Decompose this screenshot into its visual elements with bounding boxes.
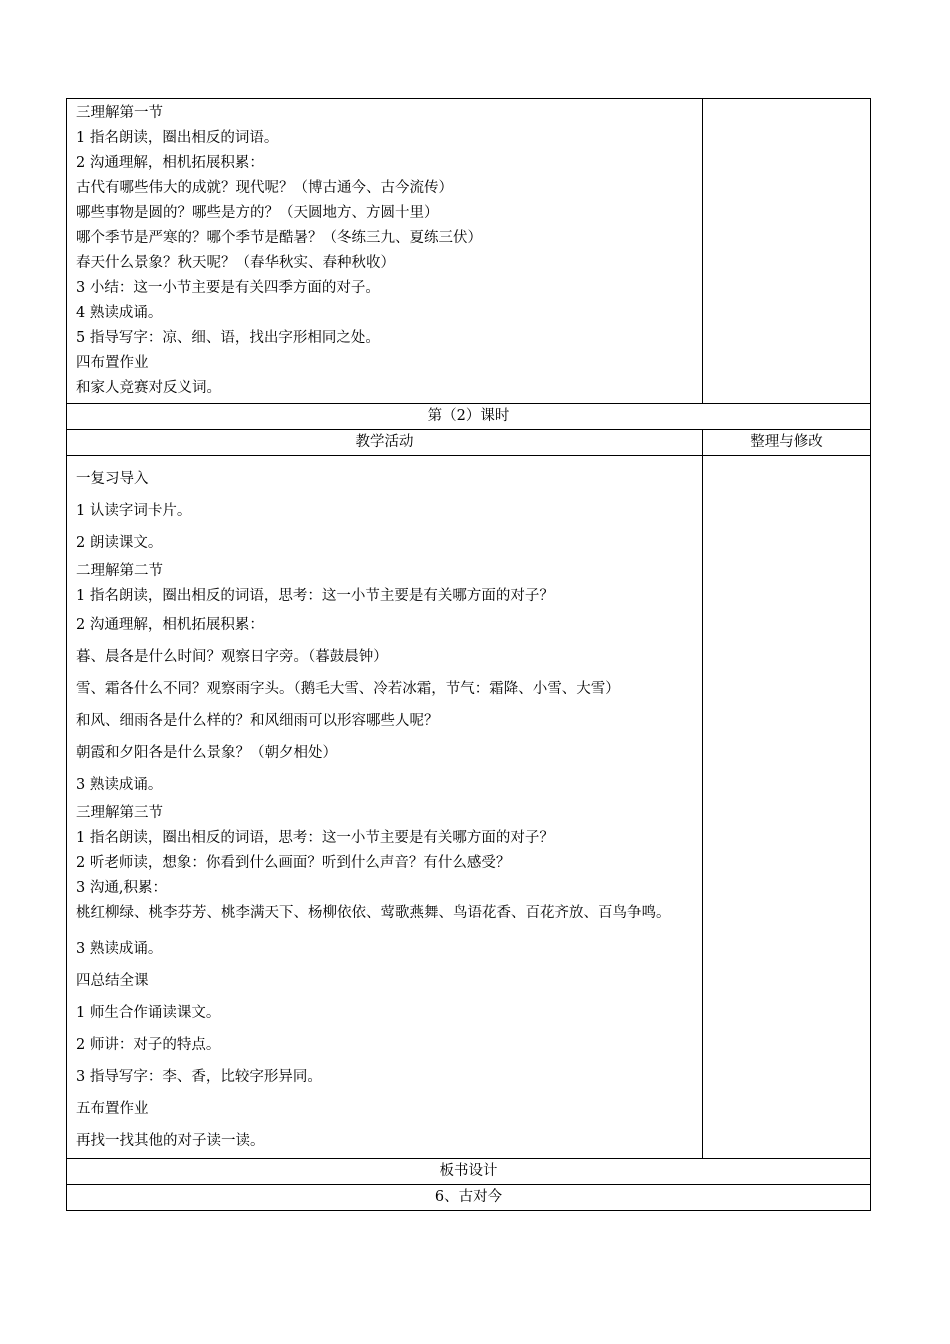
board-design-label: 板书设计 [67,1159,871,1185]
notes-cell [703,99,871,404]
section-two-row [67,456,871,1159]
lesson-title: 第（2）课时 [67,404,871,430]
text-line: 1 指名朗读，圈出相反的词语，思考：这一小节主要是有关哪方面的对子？ [76,588,554,604]
text-line: 1 认读字词卡片。 [76,503,192,519]
notes-cell [703,456,871,1159]
section-one-content [67,99,703,404]
lesson-title-row [67,404,871,430]
text-line: 桃红柳绿、桃李芬芳、桃李满天下、杨柳依依、莺歌燕舞、鸟语花香、百花齐放、百鸟争鸣。 [76,905,671,921]
text-line: 2 沟通理解，相机拓展积累： [76,617,264,633]
board-title-row [67,1185,871,1211]
text-line: 1 师生合作诵读课文。 [76,1005,221,1021]
board-design-row [67,1159,871,1185]
section-heading: 五布置作业 [76,1101,149,1117]
board-title: 6、古对今 [67,1185,871,1211]
text-line: 2 沟通理解，相机拓展积累： [76,155,264,171]
section-heading: 二理解第二节 [76,563,163,579]
text-line: 和风、细雨各是什么样的？和风细雨可以形容哪些人呢？ [76,713,439,729]
text-line: 1 指名朗读，圈出相反的词语，思考：这一小节主要是有关哪方面的对子？ [76,830,554,846]
text-line: 3 熟读成诵。 [76,777,163,793]
text-line: 和家人竞赛对反义词。 [76,380,221,396]
text-line: 哪些事物是圆的？哪些是方的？（天圆地方、方圆十里） [76,205,439,221]
text-line: 古代有哪些伟大的成就？现代呢？（博古通今、古今流传） [76,180,453,196]
text-line: 雪、霜各什么不同？观察雨字头。（鹅毛大雪、冷若冰霜，节气：霜降、小雪、大雪） [76,681,620,697]
section-heading: 三理解第三节 [76,805,163,821]
text-line: 哪个季节是严寒的？哪个季节是酷暑？（冬练三九、夏练三伏） [76,230,482,246]
activity-column-header: 教学活动 [67,430,703,456]
text-line: 暮、晨各是什么时间？观察日字旁。（暮鼓晨钟） [76,649,388,665]
text-line: 春天什么景象？秋天呢？（春华秋实、春种秋收） [76,255,395,271]
text-line: 1 指名朗读，圈出相反的词语。 [76,130,279,146]
section-two-content [67,456,703,1159]
text-line: 5 指导写字：凉、细、语，找出字形相同之处。 [76,330,380,346]
text-line: 3 指导写字：李、香，比较字形异同。 [76,1069,322,1085]
text-line: 3 小结：这一小节主要是有关四季方面的对子。 [76,280,380,296]
section-one-row [67,99,871,404]
section-heading: 一复习导入 [76,471,149,487]
text-line: 3 沟通,积累： [76,880,167,896]
text-line: 2 师讲：对子的特点。 [76,1037,221,1053]
text-line: 2 朗读课文。 [76,535,163,551]
lesson-plan-table [66,98,871,1211]
section-heading: 三理解第一节 [76,105,163,121]
text-line: 再找一找其他的对子读一读。 [76,1133,265,1149]
section-heading: 四布置作业 [76,355,149,371]
lesson-plan-document [66,98,870,1211]
notes-column-header: 整理与修改 [703,430,871,456]
text-line: 朝霞和夕阳各是什么景象？（朝夕相处） [76,745,337,761]
section-heading: 四总结全课 [76,973,149,989]
text-line: 4 熟读成诵。 [76,305,163,321]
text-line: 2 听老师读，想象：你看到什么画面？听到什么声音？有什么感受？ [76,855,511,871]
column-header-row [67,430,871,456]
text-line: 3 熟读成诵。 [76,941,163,957]
